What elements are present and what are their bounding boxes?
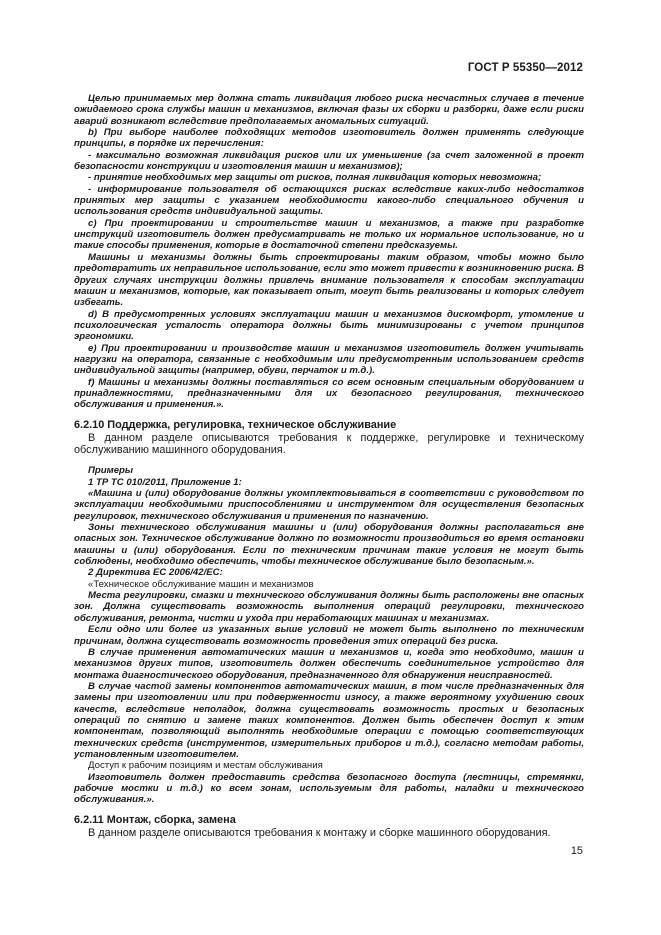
list-item: - принятие необходимых мер защиты от рисков, полная ликвидация которых невозможна; — [88, 172, 542, 184]
example-paragraph: Изготовитель должен предоставить средства безопасного доступа (лестницы, стремянки, рабочие мостки и т.д.) ко всем зонам, используемым для работы, наладки и технического обслуживания.». — [74, 771, 584, 806]
list-item: - информирование пользователя об остающихся рисках вследствие каких-либо недостатков принятых мер защиты с указанием необходимости какого-либо специального обучения и использования средств индивидуальной защиты. — [74, 183, 584, 218]
paragraph: b) При выборе наиболее подходящих методов изготовитель должен применять следующие принципы, в порядке их перечисления: — [74, 127, 584, 150]
paragraph: c) При проектировании и строительстве машин и механизмов, а также при разработке инструкций изготовитель должен предусматривать не только их нормальное использование, но и такие способы применения, которые в достаточной степени предсказуемы. — [74, 217, 584, 252]
example-subtitle: «Техническое обслуживание машин и механизмов — [88, 578, 314, 590]
example-label: 1 ТР ТС 010/2011, Приложение 1: — [88, 476, 242, 488]
example-paragraph: Места регулировки, смазки и технического обслуживания должны быть расположены вне опасных зон. Должна существовать возможность выполнения операций регулировки, технического обслуживания, ремонта, чистки и ухода при неработающих машинах и механизмах. — [74, 590, 584, 624]
document-code: ГОСТ Р 55350—2012 — [467, 62, 583, 74]
example-paragraph: В случае применения автоматических машин и механизмов и, когда это необходимо, машин и механизмов других типов, изготовитель должен обеспечить соединительное устройство для монтажа диагностического оборудования, предназначенного для обнаружения неисправностей. — [74, 646, 584, 681]
list-item: - максимально возможная ликвидация рисков или их уменьшение (за счет заложенной в проект безопасности конструкции и изготовления машин и механизмов); — [74, 149, 584, 173]
example-paragraph: «Машина и (или) оборудование должны укомплектовываться в соответствии с руководством по эксплуатации необходимыми приспособлениями и инструментом для осуществления безопасных регулировок, технического обслуживания и применения по назначению. — [74, 488, 584, 522]
examples-title: Примеры — [88, 465, 134, 477]
example-label: 2 Директива ЕС 2006/42/ЕС: — [88, 567, 223, 579]
page-content — [74, 93, 584, 839]
paragraph: d) В предусмотренных условиях эксплуатации машин и механизмов дискомфорт, утомление и психологическая усталость оператора должны быть минимизированы с учетом принципов эргономики. — [74, 308, 584, 343]
section-intro: В данном разделе описываются требования к поддержке, регулировке и техническому обслуживанию машинного оборудования. — [74, 431, 584, 457]
example-paragraph: В случае частой замены компонентов автоматических машин, в том числе предназначенных для замены при изготовлении или при подверженности износу, а также вероятному ухудшению своих качеств, вследствие неполадок, должна существовать возможность простых и безопасных операций по снятию и замене таких компонентов. Должен быть обеспечен доступ к этим компонентам, позволяющий выполнять необходимые операции с помощью соответствующих технических средств (инструментов, измерительных приборов и т.д.), согласно методам работы, установленным изготовителем. — [74, 680, 584, 760]
section-intro: В данном разделе описываются требования к монтажу и сборке машинного оборудования. — [88, 826, 551, 839]
example-paragraph: Если одно или более из указанных выше условий не может быть выполнено по техническим причинам, должна существовать возможность проведения этих операций без риска. — [74, 624, 584, 647]
paragraph: Целью принимаемых мер должна стать ликвидация любого риска несчастных случаев в течение ожидаемого срока службы машин и механизмов, включая фазы их сборки и разборки, даже если риски аварий возникают вследствие предполагаемых аномальных ситуаций. — [74, 93, 584, 127]
paragraph: Машины и механизмы должны быть спроектированы таким образом, чтобы можно было предотвратить их неправильное использование, если это может привести к возникновению риска. В других случаях инструкции должны привлечь внимание пользователя к способам эксплуатации машин и механизмов, которые, как показывает опыт, могут быть реализованы и которых следует избегать. — [74, 251, 584, 309]
example-paragraph: Зоны технического обслуживания машины и (или) оборудования должны располагаться вне опасных зон. Техническое обслуживание должно по возможности производиться во время остановки машины и (или) оборудования. Если по техническим причинам такие условия не могут быть соблюдены, необходимо обеспечить, чтобы техническое обслуживание было безопасным.». — [74, 522, 584, 568]
example-subtitle: Доступ к рабочим позициям и местам обслуживания — [88, 760, 323, 772]
paragraph: e) При проектировании и производстве машин и механизмов изготовитель должен учитывать нагрузки на оператора, связанные с необходимым или предусмотренным использованием средств индивидуальной защиты (например, обуви, перчаток и т.д.). — [74, 342, 584, 377]
section-heading-6-2-10: 6.2.10 Поддержка, регулировка, техническое обслуживание — [74, 418, 397, 431]
section-heading-6-2-11: 6.2.11 Монтаж, сборка, замена — [74, 813, 236, 826]
page-number: 15 — [570, 845, 583, 857]
paragraph: f) Машины и механизмы должны поставляться со всем основным специальным оборудованием и принадлежностями, предназначенными для их безопасного регулирования, технического обслуживания и применения.». — [74, 376, 584, 411]
